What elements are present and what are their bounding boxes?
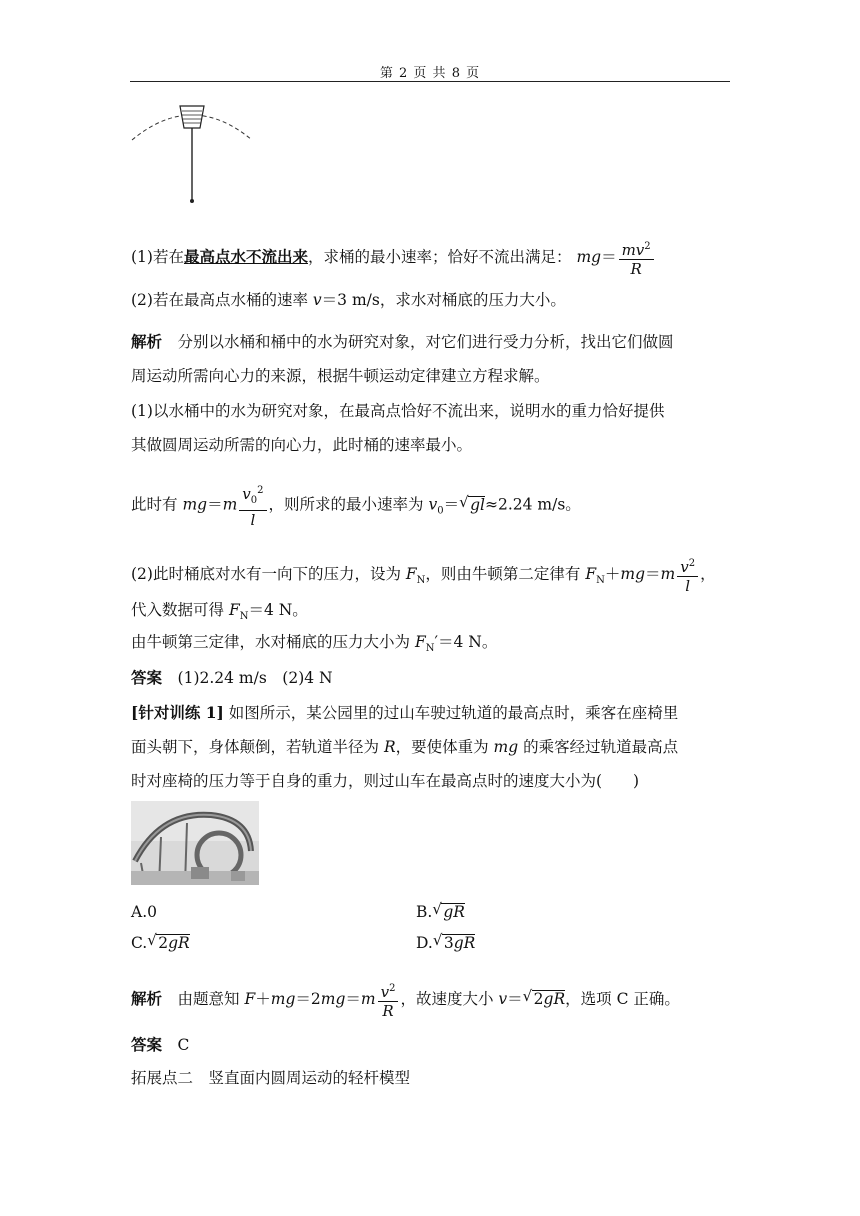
- question-2: (2)若在最高点水桶的速率 v＝3 m/s，求水对桶底的压力大小。: [131, 291, 566, 309]
- answer-label: 答案: [131, 668, 163, 687]
- analysis-1-line-4: 其做圆周运动所需的向心力，此时桶的速率最小。: [131, 436, 473, 454]
- analysis-1-line-1: 解析 分别以水桶和桶中的水为研究对象，对它们进行受力分析，找出它们做圆: [131, 332, 674, 351]
- answer-1: 答案 (1)2.24 m/s (2)4 N: [131, 668, 333, 687]
- analysis-1-line-2: 周运动所需向心力的来源，根据牛顿运动定律建立方程求解。: [131, 367, 550, 385]
- bucket-diagram: [128, 98, 268, 208]
- practice-line-2: 面头朝下，身体颠倒，若轨道半径为 R，要使体重为 mg 的乘客经过轨道最高点: [131, 738, 679, 756]
- answer-2: 答案 C: [131, 1035, 190, 1054]
- practice-label: [针对训练 1]: [131, 703, 224, 722]
- header-rule: [130, 81, 730, 82]
- question-1: (1)若在最高点水不流出来，求桶的最小速率；恰好不流出满足： mg＝ $\frac{mv^2}{R}$: [131, 238, 656, 278]
- option-d[interactable]: D.√ 3gR: [416, 933, 475, 953]
- section-heading: 拓展点二 竖直面内圆周运动的轻杆模型: [131, 1069, 411, 1087]
- analysis-1-line-8: 由牛顿第三定律，水对桶底的压力大小为 $F_N'=4$ N。: [131, 633, 498, 655]
- analysis-2: 解析 由题意知 F＋mg＝2mg＝m $\frac{v^2}{R}$ ，故速度大小 v＝√ 2gR，选项 C 正确。: [131, 980, 680, 1020]
- key-condition: 最高点水不流出来: [183, 247, 308, 266]
- option-c[interactable]: C.√ 2gR: [131, 933, 190, 953]
- option-a[interactable]: A.0: [131, 903, 157, 921]
- analysis-1-line-5: 此时有 mg＝m $\frac{v_0^2}{l}$ ，则所求的最小速率为 $v_0=√$ gl≈2.24 m/s。: [131, 482, 581, 529]
- analysis-2-label: 解析: [131, 989, 163, 1008]
- practice-line-1: [针对训练 1] 如图所示，某公园里的过山车驶过轨道的最高点时，乘客在座椅里: [131, 703, 679, 722]
- analysis-label: 解析: [131, 332, 163, 351]
- practice-line-3: 时对座椅的压力等于自身的重力，则过山车在最高点时的速度大小为( ): [131, 772, 640, 790]
- answer-2-label: 答案: [131, 1035, 163, 1054]
- analysis-1-line-7: 代入数据可得 $F_N=4$ N。: [131, 601, 308, 623]
- analysis-1-line-6: (2)此时桶底对水有一向下的压力，设为 $F_N$，则由牛顿第二定律有 $F_N+mg=m$ $\frac{v^2}{l}$ ，: [131, 555, 716, 595]
- analysis-1-line-3: (1)以水桶中的水为研究对象，在最高点恰好不流出来，说明水的重力恰好提供: [131, 402, 665, 420]
- page-header: 第 2 页 共 8 页: [379, 66, 481, 81]
- option-b[interactable]: B.√ gR: [416, 902, 465, 922]
- roller-coaster-photo: [131, 801, 259, 885]
